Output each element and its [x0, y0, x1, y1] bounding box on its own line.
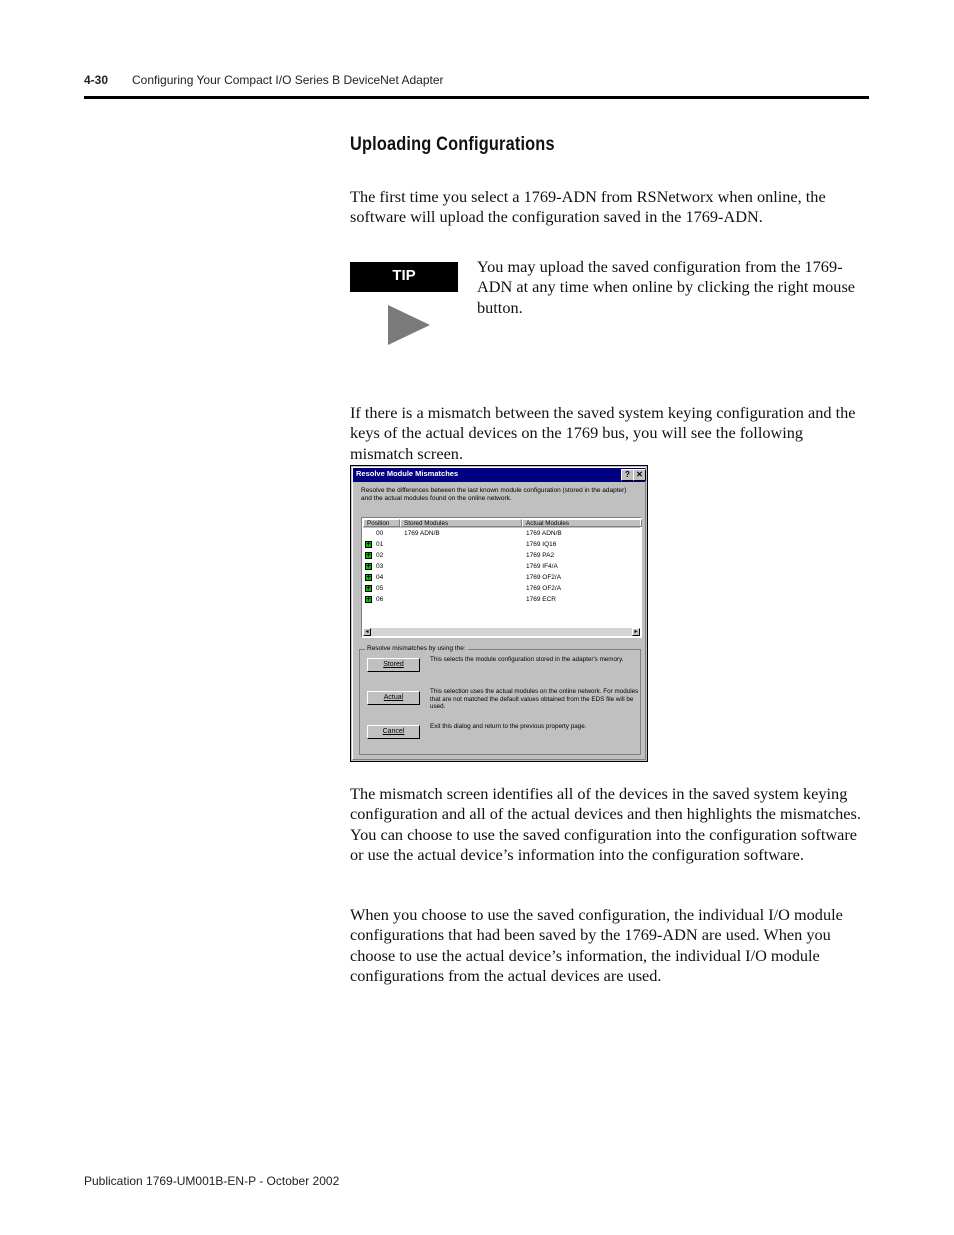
- mismatch-plus-icon[interactable]: +: [366, 596, 371, 603]
- mismatch-plus-icon[interactable]: +: [366, 552, 371, 559]
- resolve-group-label: Resolve mismatches by using the:: [367, 645, 466, 652]
- row-actual-module: 1769 IF4/A: [526, 563, 558, 570]
- mismatch-plus-icon[interactable]: +: [366, 563, 371, 570]
- mismatch-plus-icon[interactable]: +: [366, 541, 371, 548]
- dialog-titlebar: [353, 468, 645, 482]
- stored-button[interactable]: [367, 658, 420, 672]
- row-actual-module: 1769 OF2/A: [526, 574, 562, 581]
- list-header: [363, 519, 640, 528]
- tip-text: You may upload the saved configuration from the 1769-ADN at any time when online by clicking the right mouse button.: [477, 257, 856, 317]
- mismatch-paragraph: If there is a mismatch between the saved system keying configuration and the keys of the actual devices on the 1769 bus, you will see the following mismatch screen.: [350, 403, 856, 463]
- horizontal-scrollbar[interactable]: [363, 628, 640, 636]
- table-row[interactable]: [363, 572, 640, 583]
- row-position: 05: [376, 585, 384, 592]
- choose-paragraph: When you choose to use the saved configuration, the individual I/O module configurations that had been saved by the 1769-ADN are used. When you choose to use the actual device’s information, the individual I/O module configurations from the actual devices are used.: [350, 905, 843, 985]
- stored-description: This selects the module configuration stored in the adapter's memory.: [430, 656, 624, 663]
- publication-footer: Publication 1769-UM001B-EN-P - October 2002: [84, 1174, 340, 1188]
- section-title: Uploading Configurations: [350, 134, 555, 155]
- column-position[interactable]: Position: [363, 519, 400, 527]
- table-row[interactable]: [363, 539, 640, 550]
- row-actual-module: 1769 IQ16: [526, 541, 557, 548]
- cancel-description: Exit this dialog and return to the previous property page.: [430, 723, 587, 730]
- row-position: 02: [376, 552, 384, 559]
- tip-label: TIP: [350, 262, 458, 292]
- cancel-button[interactable]: [367, 725, 420, 739]
- actual-button[interactable]: [367, 691, 420, 705]
- row-actual-module: 1769 PA2: [526, 552, 555, 559]
- actual-description: This selection uses the actual modules on the online network. For modules that are not matched the default values obtained from the EDS file will be used.: [430, 688, 639, 711]
- row-actual-module: 1769 ECR: [526, 596, 556, 603]
- column-stored-modules[interactable]: Stored Modules: [400, 519, 522, 527]
- close-button[interactable]: ✕: [633, 469, 646, 481]
- scroll-left-icon[interactable]: ◂: [363, 628, 371, 636]
- stored-button-label: Stored: [383, 661, 404, 668]
- table-row[interactable]: [363, 583, 640, 594]
- row-position: 03: [376, 563, 384, 570]
- row-actual-module: 1769 ADN/B: [526, 530, 562, 537]
- identifies-paragraph: The mismatch screen identifies all of the devices in the saved system keying configuration and all of the actual devices and then highlights the mismatches. You can choose to use the saved configuration into the configuration software or use the actual device’s information into the configuration software.: [350, 784, 861, 864]
- row-position: 06: [376, 596, 384, 603]
- tip-arrow-icon: [388, 305, 430, 345]
- column-actual-modules[interactable]: Actual Modules: [522, 519, 642, 527]
- cancel-button-label: Cancel: [382, 728, 405, 735]
- scroll-right-icon[interactable]: ▸: [632, 628, 640, 636]
- table-row[interactable]: [363, 550, 640, 561]
- row-position: 04: [376, 574, 384, 581]
- resolve-mismatch-dialog: [350, 465, 648, 762]
- page-number: 4-30: [84, 73, 109, 87]
- intro-paragraph: The first time you select a 1769-ADN from RSNetworx when online, the software will upload the configuration saved in the 1769-ADN.: [350, 187, 826, 227]
- resolve-group: [359, 645, 641, 755]
- help-button[interactable]: ?: [621, 469, 634, 481]
- row-actual-module: 1769 OF2/A: [526, 585, 562, 592]
- dialog-description: Resolve the differences between the last known module configuration (stored in the adapter) and the actual modules found on the online network.: [361, 487, 627, 502]
- row-position: 00: [376, 530, 384, 537]
- table-row[interactable]: [363, 528, 640, 539]
- chapter-title: Configuring Your Compact I/O Series B DeviceNet Adapter: [132, 73, 444, 87]
- header-rule: [84, 96, 869, 99]
- mismatch-plus-icon[interactable]: +: [366, 585, 371, 592]
- row-position: 01: [376, 541, 384, 548]
- dialog-title: Resolve Module Mismatches: [356, 469, 459, 478]
- module-list[interactable]: [361, 517, 642, 638]
- mismatch-plus-icon[interactable]: +: [366, 574, 371, 581]
- table-row[interactable]: [363, 594, 640, 605]
- actual-button-label: Actual: [383, 694, 404, 701]
- row-stored-module: 1769 ADN/B: [404, 530, 440, 537]
- table-row[interactable]: [363, 561, 640, 572]
